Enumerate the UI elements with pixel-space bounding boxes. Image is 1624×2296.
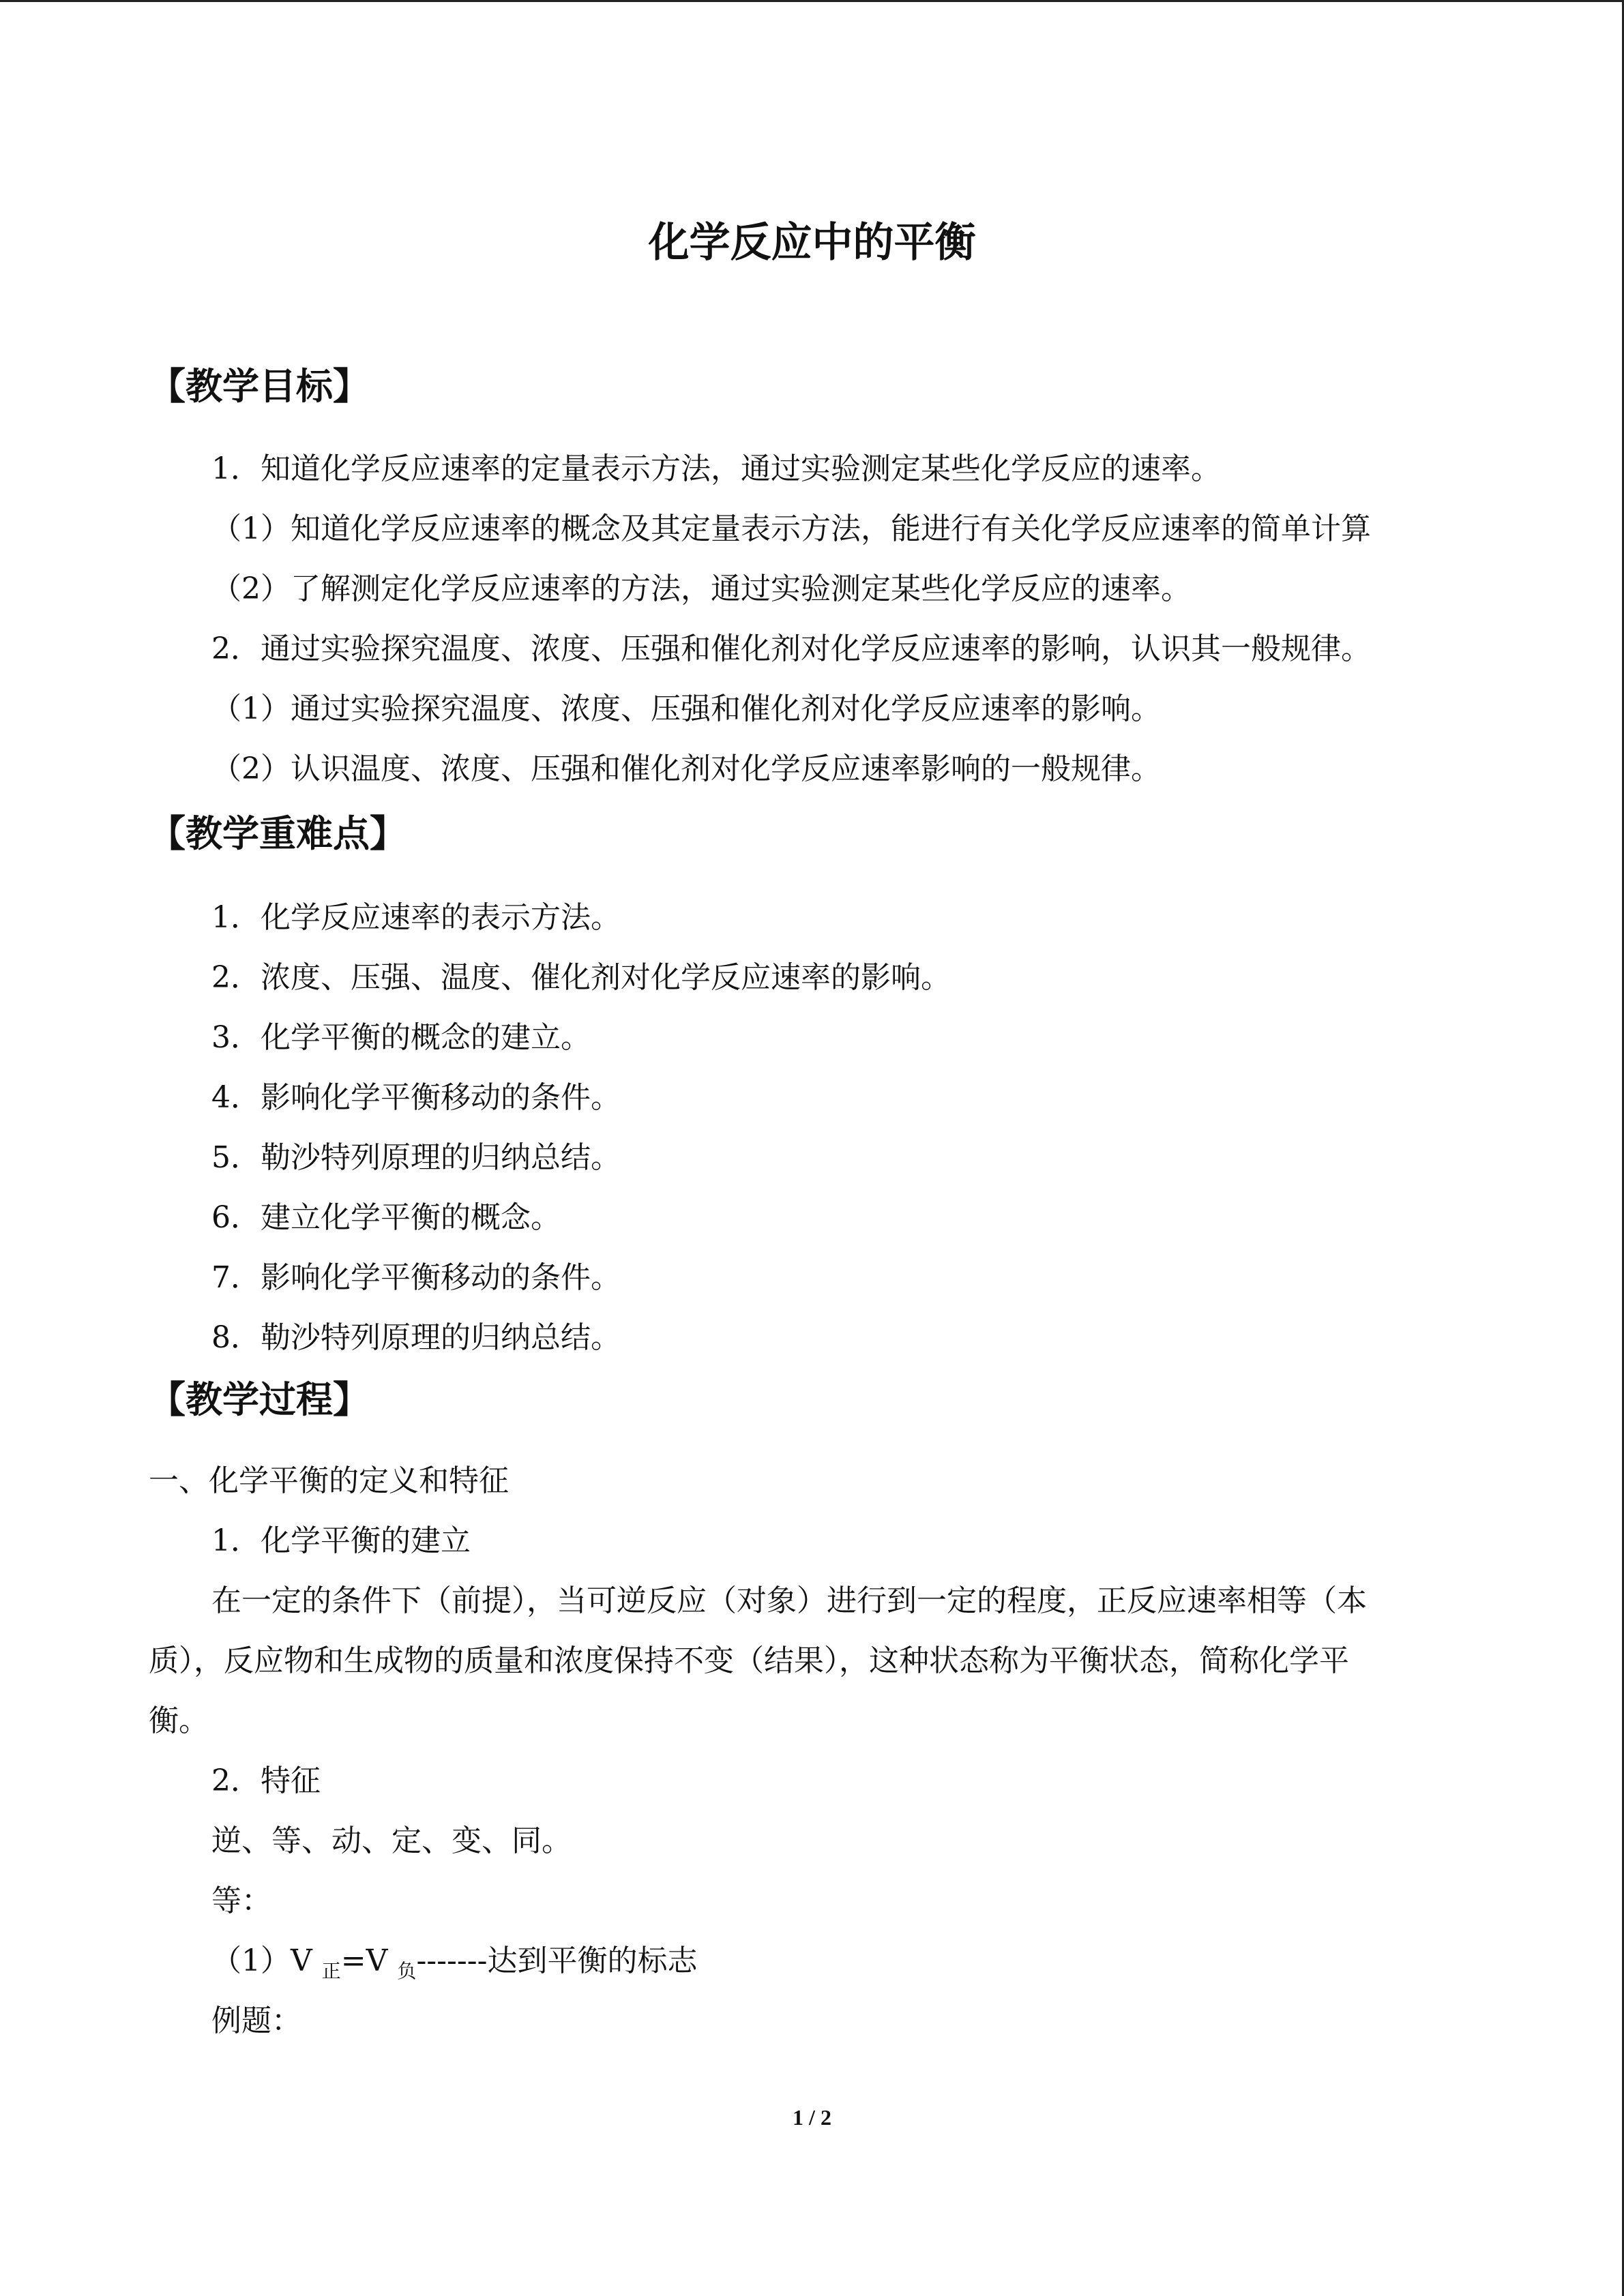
key-point-line: 6．建立化学平衡的概念。 [211,1200,561,1235]
paragraph-line: 质），反应物和生成物的质量和浓度保持不变（结果），这种状态称为平衡状态，简称化学平 [149,1643,1349,1678]
objective-line: （2）认识温度、浓度、压强和催化剂对化学反应速率影响的一般规律。 [211,751,1161,786]
key-point-line: 8．勒沙特列原理的归纳总结。 [211,1320,621,1355]
key-point-line: 1．化学反应速率的表示方法。 [211,900,621,935]
equal-label: 等： [211,1883,271,1918]
paragraph-line: 衡。 [149,1703,209,1738]
formula-line [211,1941,698,1992]
example-label: 例题： [211,2003,301,2038]
part-heading: 一、化学平衡的定义和特征 [149,1463,509,1498]
formula-suffix: -------达到平衡的标志 [416,1943,698,1978]
key-point-line: 7．影响化学平衡移动的条件。 [211,1260,621,1295]
key-point-line: 5．勒沙特列原理的归纳总结。 [211,1140,621,1175]
section-heading-objectives: 【教学目标】 [149,365,370,408]
objective-line: 2．通过实验探究温度、浓度、压强和催化剂对化学反应速率的影响，认识其一般规律。 [211,631,1371,666]
subsection-heading: 1．化学平衡的建立 [211,1523,471,1558]
page-title: 化学反应中的平衡 [648,219,976,267]
key-point-line: 3．化学平衡的概念的建立。 [211,1020,591,1055]
objective-line: 1．知道化学反应速率的定量表示方法，通过实验测定某些化学反应的速率。 [211,451,1221,486]
objective-line: （1）知道化学反应速率的概念及其定量表示方法，能进行有关化学反应速率的简单计算 [211,511,1371,546]
page-border-top [0,0,1624,2]
page-number: 1 / 2 [793,2105,831,2130]
formula-subscript-forward: 正 [321,1960,341,1982]
section-heading-process: 【教学过程】 [149,1378,370,1421]
key-point-line: 2．浓度、压强、温度、催化剂对化学反应速率的影响。 [211,960,951,995]
formula-mid: =V [340,1943,398,1978]
subsection-heading: 2．特征 [211,1763,321,1798]
section-heading-key-points: 【教学重难点】 [149,812,407,855]
formula-prefix: （1）V [211,1943,322,1978]
objective-line: （2）了解测定化学反应速率的方法，通过实验测定某些化学反应的速率。 [211,571,1191,606]
features-line: 逆、等、动、定、变、同。 [211,1823,572,1858]
key-point-line: 4．影响化学平衡移动的条件。 [211,1080,621,1115]
paragraph-line: 在一定的条件下（前提），当可逆反应（对象）进行到一定的程度，正反应速率相等（本 [211,1583,1367,1618]
formula-subscript-reverse: 负 [397,1960,417,1982]
objective-line: （1）通过实验探究温度、浓度、压强和催化剂对化学反应速率的影响。 [211,691,1161,726]
